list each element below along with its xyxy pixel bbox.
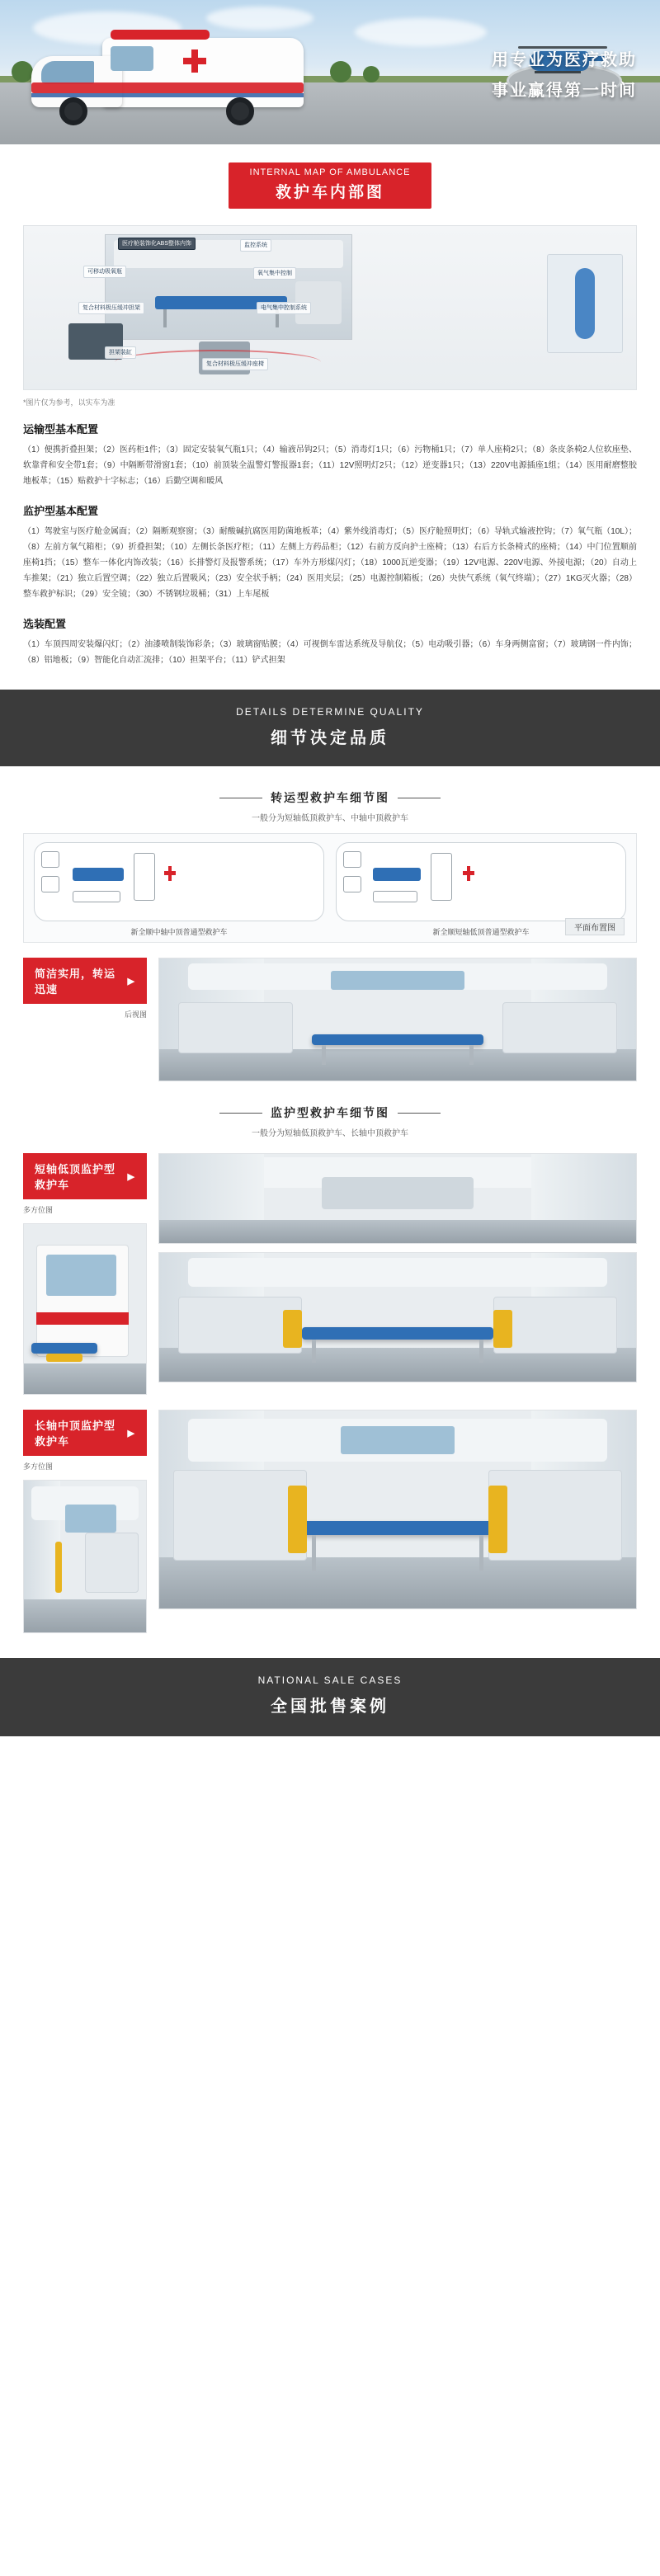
floorplan-tag: 平面布置图 [565, 918, 625, 935]
spec-block-optional [23, 615, 637, 668]
arrow-right-icon: ▶ [127, 976, 135, 987]
transport-photo-col [158, 958, 637, 1081]
body-control-panel [547, 254, 623, 353]
transport-label-col [23, 958, 147, 1020]
monitor-item2-row [23, 1410, 637, 1633]
tree-icon [12, 61, 33, 82]
monitor-item2-cabin-photo [158, 1410, 637, 1609]
monitor-item2-red-label [23, 1410, 147, 1456]
transport-red-label-text: 简洁实用，转运迅速 [35, 968, 116, 996]
callout-label-monitor: 监控系统 [240, 239, 271, 252]
callout-label-oxygen-control: 氧气集中控制 [253, 267, 296, 280]
transport-caption: 后视图 [124, 1010, 147, 1019]
interior-note: *图片仅为参考，以实车为准 [23, 398, 116, 407]
interior-title-en: INTERNAL MAP OF AMBULANCE [249, 167, 411, 177]
national-sales-banner [0, 1658, 660, 1736]
national-sales-cn: 全国批售案例 [271, 1698, 389, 1716]
callout-label-oxygen-bottle: 可移动吸氧瓶 [83, 266, 126, 278]
interior-photo [105, 234, 352, 340]
transport-title-text: 转运型救护车细节图 [271, 791, 389, 804]
transport-section-title [0, 789, 660, 806]
transport-red-label [23, 958, 147, 1004]
ambulance-illustration [31, 31, 304, 129]
monitor-item2-caption: 多方位图 [23, 1462, 54, 1471]
spec-block-monitor [23, 502, 637, 602]
interior-title-wrap [0, 144, 660, 214]
tree-icon [363, 66, 380, 82]
callout-label-abs: 医疗舱装饰化ABS整体内饰 [118, 238, 196, 250]
spec-body-transport: （1）便携折叠担架；（2）医药柜1件；（3）固定安装氧气瓶1只；（4）输液吊钩2只；（5）消毒灯1只；（6）污物桶1只；（7）单人座椅2只；（8）条皮条椅2人位软座垫、软靠背和安全带1套；（9）中隔断带滑窗1套；（10）前顶装全温警灯警报器1套；（11）12V照明灯2只；（12）逆变器1只；（13）220V电源插座1组；（14）医用耐磨整胶地板革；（15）贴救护十字标志；（16）后勤空调和暖风 [23, 445, 637, 486]
monitor-item1-row [23, 1153, 637, 1395]
floorplan-left [34, 842, 324, 921]
transport-interior-photo [158, 958, 637, 1081]
monitor-item1-caption: 多方位图 [23, 1206, 54, 1214]
monitor-item1-left [23, 1153, 147, 1395]
monitor-section-title [0, 1104, 660, 1121]
monitor-title-text: 监护型救护车细节图 [271, 1106, 389, 1119]
spec-title-transport: 运输型基本配置 [23, 423, 99, 436]
hero-banner [0, 0, 660, 144]
floorplan-left-caption: 新全顺中轴中顶普通型救护车 [130, 928, 228, 936]
callout-label-stretcher-tank: 担架装缸 [105, 346, 136, 359]
tree-icon [330, 61, 351, 82]
monitor-item1-interior-top [158, 1153, 637, 1244]
floorplan-right [336, 842, 626, 921]
spec-block-transport [23, 421, 637, 489]
spec-body-monitor: （1）驾驶室与医疗舱金属面；（2）隔断观察窗；（3）耐酸碱抗腐医用防菌地板革；（4）紫外线消毒灯；（5）医疗舱照明灯；（6）导轨式输液控钩；（7）氧气瓶（10L）；（8）左前方氧气箱柜；（9）折叠担架；（10）左侧长条医疗柜；（11）左侧上方药品柜；（12）右前方反向护士座椅；（13）右后方长条椅式的座椅；（14）中门位置顺前座椅1挡；（15）整车一体化内饰改装；（16）长排警灯及报警系统；（17）车外方形煤闪灯；（18）1000瓦逆变器；（19）12V电源、220V电源、外接电源；（20）自动上车推架；（21）独立后置空调；（22）独立后置吸风；（23）安全状手柄；（24）医用夹层；（25）电源控制箱板；（26）央快气系统（氧气终端）；（27）1KG灭火器；（28）整车救护标识；（29）安全镜；（30）不锈钢垃圾桶；（31）上车尾板 [23, 527, 637, 599]
bottom-divider [0, 1736, 660, 1745]
monitor-section-note: 一般分为短轴低顶救护车、长轴中顶救护车 [252, 1129, 408, 1138]
spec-title-optional: 选装配置 [23, 618, 67, 630]
monitor-item2-right [158, 1410, 637, 1609]
callout-label-seat: 复合材料极压缓冲座椅 [202, 358, 268, 370]
spec-body-optional: （1）车顶四周安装爆闪灯；（2）油漆喷制装饰彩条；（3）玻璃窗贴膜；（4）可视倒车雷达系统及导航仪；（5）电动吸引器；（6）车身两侧富窗；（7）玻璃钢一件内饰；（8）铝地板；（9）智能化自动汇流排；（10）担架平台；（11）铲式担架 [23, 640, 637, 665]
rule-left [219, 1113, 262, 1114]
monitor-item1-red-label [23, 1153, 147, 1199]
cloud-icon [206, 7, 314, 30]
details-banner-cn: 细节决定品质 [271, 729, 389, 747]
hero-headline-line2: 事业赢得第一时间 [492, 82, 637, 100]
interior-title-cn: 救护车内部图 [275, 184, 384, 201]
interior-title [229, 162, 432, 209]
details-banner-en: DETAILS DETERMINE QUALITY [236, 706, 424, 718]
monitor-item1-interior-bottom [158, 1252, 637, 1382]
hero-headline-line1: 用专业为医疗救助 [492, 51, 637, 69]
transport-section-note: 一般分为短轴低顶救护车、中轴中顶救护车 [252, 814, 408, 823]
arrow-right-icon: ▶ [127, 1428, 135, 1439]
floorplan-right-caption: 新全顺短轴低顶普通型救护车 [432, 928, 530, 936]
rule-right [398, 1113, 441, 1114]
details-banner [0, 690, 660, 766]
monitor-item2-interior-photo [23, 1480, 147, 1633]
spec-title-monitor: 监护型基本配置 [23, 505, 99, 517]
monitor-item1-right [158, 1153, 637, 1382]
interior-diagram [23, 225, 637, 390]
transport-detail-row [23, 958, 637, 1081]
callout-label-stretcher: 复合材料极压缓冲担架 [78, 302, 144, 314]
hero-headline [492, 46, 637, 101]
national-sales-en: NATIONAL SALE CASES [257, 1674, 403, 1686]
floorplan-diagram [23, 833, 637, 943]
arrow-right-icon: ▶ [127, 1171, 135, 1182]
monitor-item2-left [23, 1410, 147, 1633]
monitor-item2-label-text: 长轴中顶监护型救护车 [35, 1420, 116, 1448]
monitor-item1-label-text: 短轴低顶监护型救护车 [35, 1163, 116, 1191]
cloud-icon [355, 18, 487, 46]
callout-label-electric-control: 电气集中控制系统 [257, 302, 311, 314]
monitor-item1-exterior-photo [23, 1223, 147, 1395]
